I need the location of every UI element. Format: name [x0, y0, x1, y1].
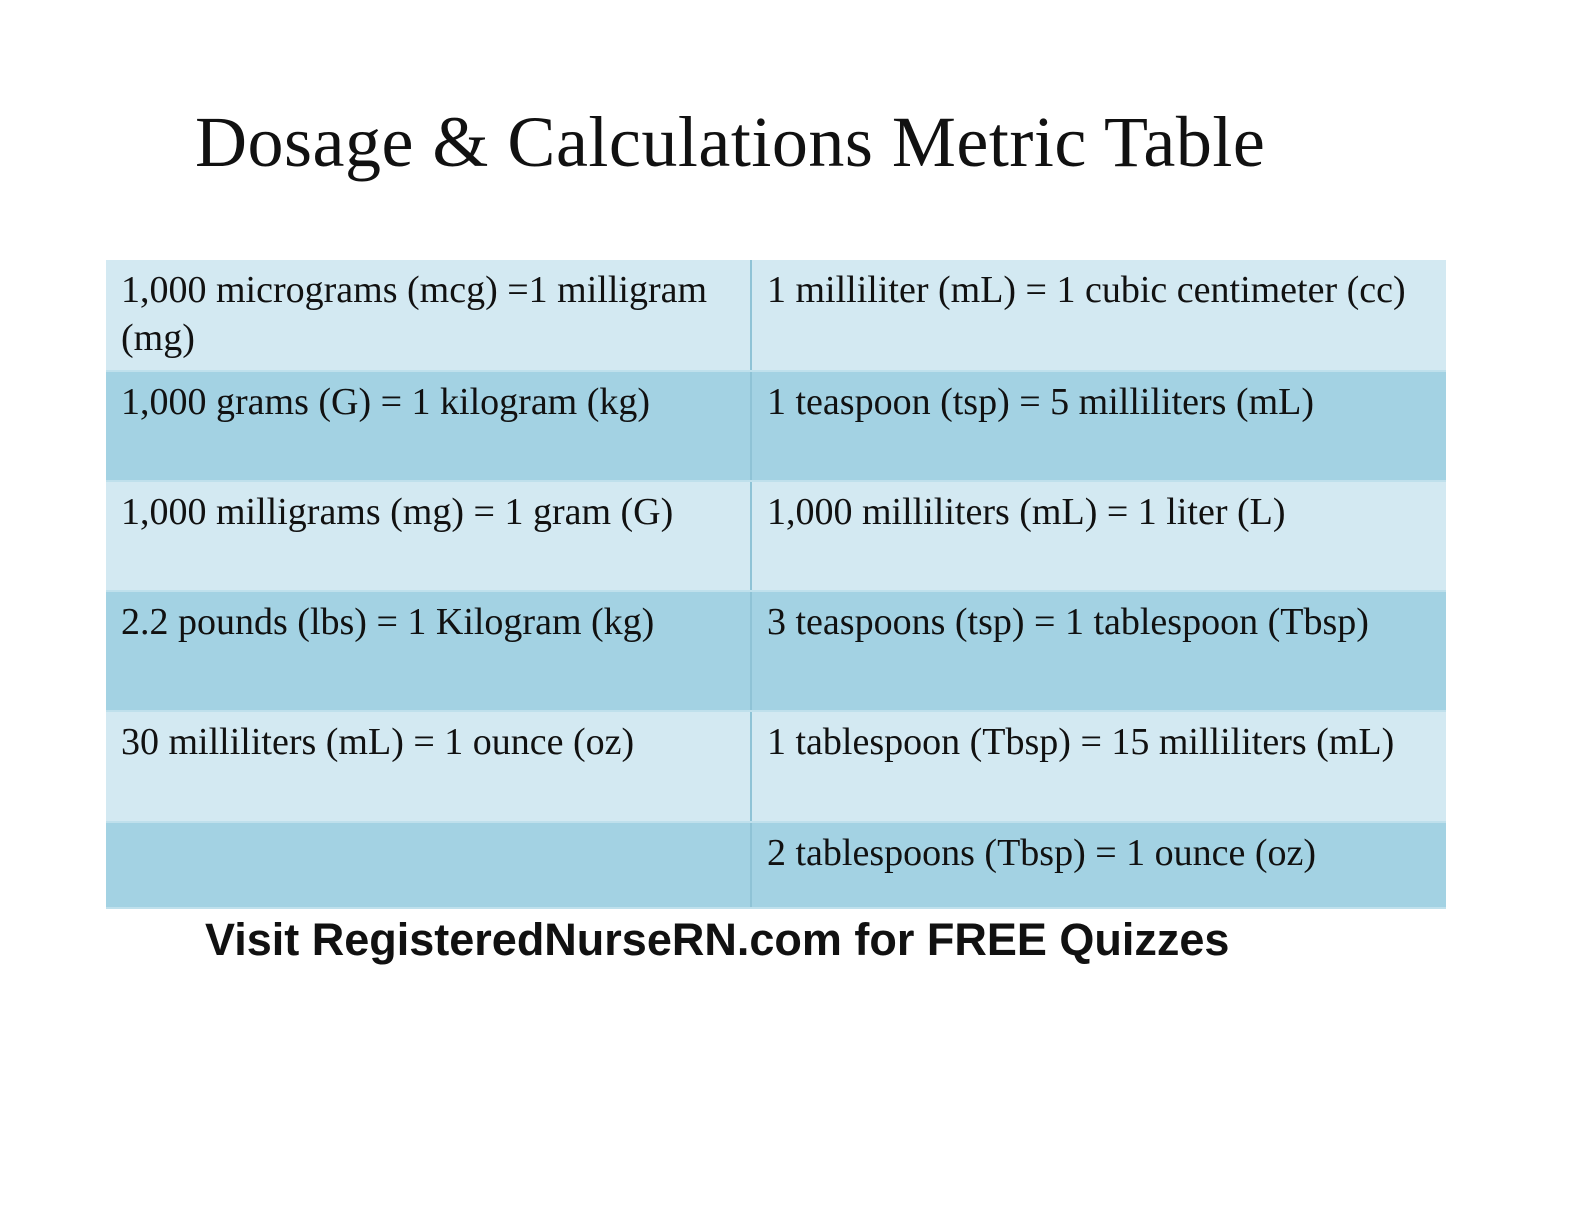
table-cell-left: 1,000 milligrams (mg) = 1 gram (G) — [106, 481, 751, 591]
table-row — [106, 822, 1446, 908]
table-row — [106, 591, 1446, 711]
table-cell-left: 1,000 grams (G) = 1 kilogram (kg) — [106, 371, 751, 481]
table-cell-left: 30 milliliters (mL) = 1 ounce (oz) — [106, 711, 751, 822]
table-cell-left: 2.2 pounds (lbs) = 1 Kilogram (kg) — [106, 591, 751, 711]
footer-promo-text: Visit RegisteredNurseRN.com for FREE Quizzes — [205, 914, 1230, 965]
page-title: Dosage & Calculations Metric Table — [195, 102, 1266, 182]
table-row — [106, 481, 1446, 591]
table-cell-right: 1,000 milliliters (mL) = 1 liter (L) — [751, 481, 1446, 591]
table-cell-right: 2 tablespoons (Tbsp) = 1 ounce (oz) — [751, 822, 1446, 908]
table-row — [106, 260, 1446, 371]
table-cell-left — [106, 822, 751, 908]
metric-conversion-table — [106, 260, 1446, 909]
table-cell-right: 1 milliliter (mL) = 1 cubic centimeter (cc) — [751, 260, 1446, 371]
table-cell-right: 1 teaspoon (tsp) = 5 milliliters (mL) — [751, 371, 1446, 481]
table-row — [106, 711, 1446, 822]
table-cell-right: 1 tablespoon (Tbsp) = 15 milliliters (mL) — [751, 711, 1446, 822]
table-row — [106, 371, 1446, 481]
table-cell-right: 3 teaspoons (tsp) = 1 tablespoon (Tbsp) — [751, 591, 1446, 711]
table-cell-left: 1,000 micrograms (mcg) =1 milligram (mg) — [106, 260, 751, 371]
